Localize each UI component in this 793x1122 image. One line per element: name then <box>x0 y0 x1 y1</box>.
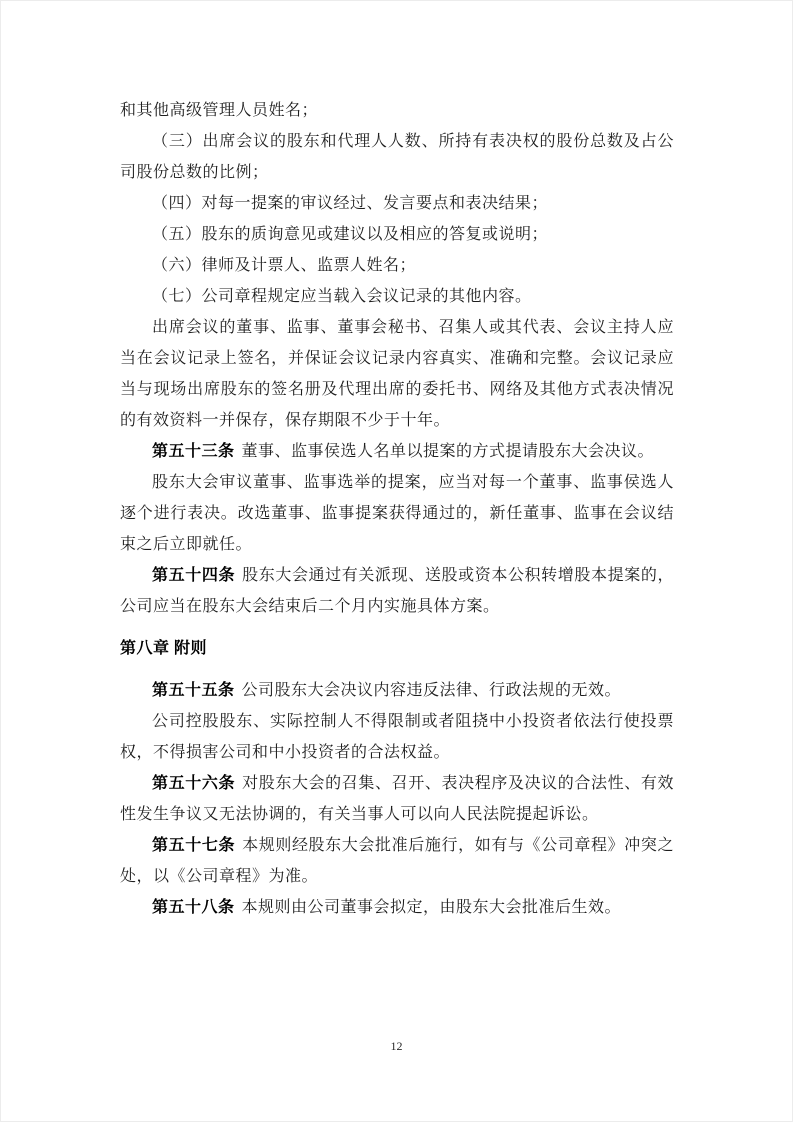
list-item-4: （四）对每一提案的审议经过、发言要点和表决结果； <box>152 195 549 212</box>
document-body <box>120 95 674 923</box>
list-item-3: （三）出席会议的股东和代理人人数、所持有表决权的股份总数及占公司股份总数的比例； <box>120 133 674 181</box>
article-56-number: 第五十六条 <box>152 775 236 792</box>
paragraph-continuation: 和其他高级管理人员姓名； <box>120 102 319 119</box>
chapter-8-heading: 第八章 附则 <box>120 640 208 657</box>
list-item-7: （七）公司章程规定应当载入会议记录的其他内容。 <box>152 288 532 305</box>
list-item-6: （六）律师及计票人、监票人姓名； <box>152 257 417 274</box>
paragraph-election-voting: 股东大会审议董事、监事选举的提案，应当对每一个董事、监事侯选人逐个进行表决。改选董事、监事提案获得通过的，新任董事、监事在会议结束之后立即就任。 <box>120 474 674 553</box>
list-item-5: （五）股东的质询意见或建议以及相应的答复或说明； <box>152 226 549 243</box>
article-53-number: 第五十三条 <box>152 443 235 460</box>
article-58-text: 本规则由公司董事会拟定，由股东大会批准后生效。 <box>241 899 622 916</box>
article-57 <box>120 830 674 892</box>
article-53-text: 董事、监事侯选人名单以提案的方式提请股东大会决议。 <box>241 443 655 460</box>
article-57-text: 本规则经股东大会批准后施行，如有与《公司章程》冲突之处，以《公司章程》为准。 <box>120 837 674 885</box>
article-55-number: 第五十五条 <box>152 682 235 699</box>
article-56 <box>120 768 674 830</box>
paragraph-meeting-minutes: 出席会议的董事、监事、董事会秘书、召集人或其代表、会议主持人应当在会议记录上签名，并保证会议记录内容真实、准确和完整。会议记录应当与现场出席股东的签名册及代理出席的委托书、网络及其他方式表决情况的有效资料一并保存，保存期限不少于十年。 <box>120 319 674 429</box>
article-58-number: 第五十八条 <box>152 899 235 916</box>
page-number: 12 <box>390 1039 403 1053</box>
article-57-number: 第五十七条 <box>152 837 236 854</box>
article-53 <box>120 436 674 467</box>
paragraph-controlling-shareholder: 公司控股股东、实际控制人不得限制或者阻挠中小投资者依法行使投票权，不得损害公司和中小投资者的合法权益。 <box>120 713 674 761</box>
article-55-text: 公司股东大会决议内容违反法律、行政法规的无效。 <box>241 682 622 699</box>
article-58 <box>120 892 674 923</box>
article-54-number: 第五十四条 <box>152 567 236 584</box>
article-54 <box>120 560 674 622</box>
article-55 <box>120 675 674 706</box>
article-56-text: 对股东大会的召集、召开、表决程序及决议的合法性、有效性发生争议又无法协调的，有关当事人可以向人民法院提起诉讼。 <box>120 775 674 823</box>
article-54-text: 股东大会通过有关派现、送股或资本公积转增股本提案的，公司应当在股东大会结束后二个月内实施具体方案。 <box>120 567 674 615</box>
